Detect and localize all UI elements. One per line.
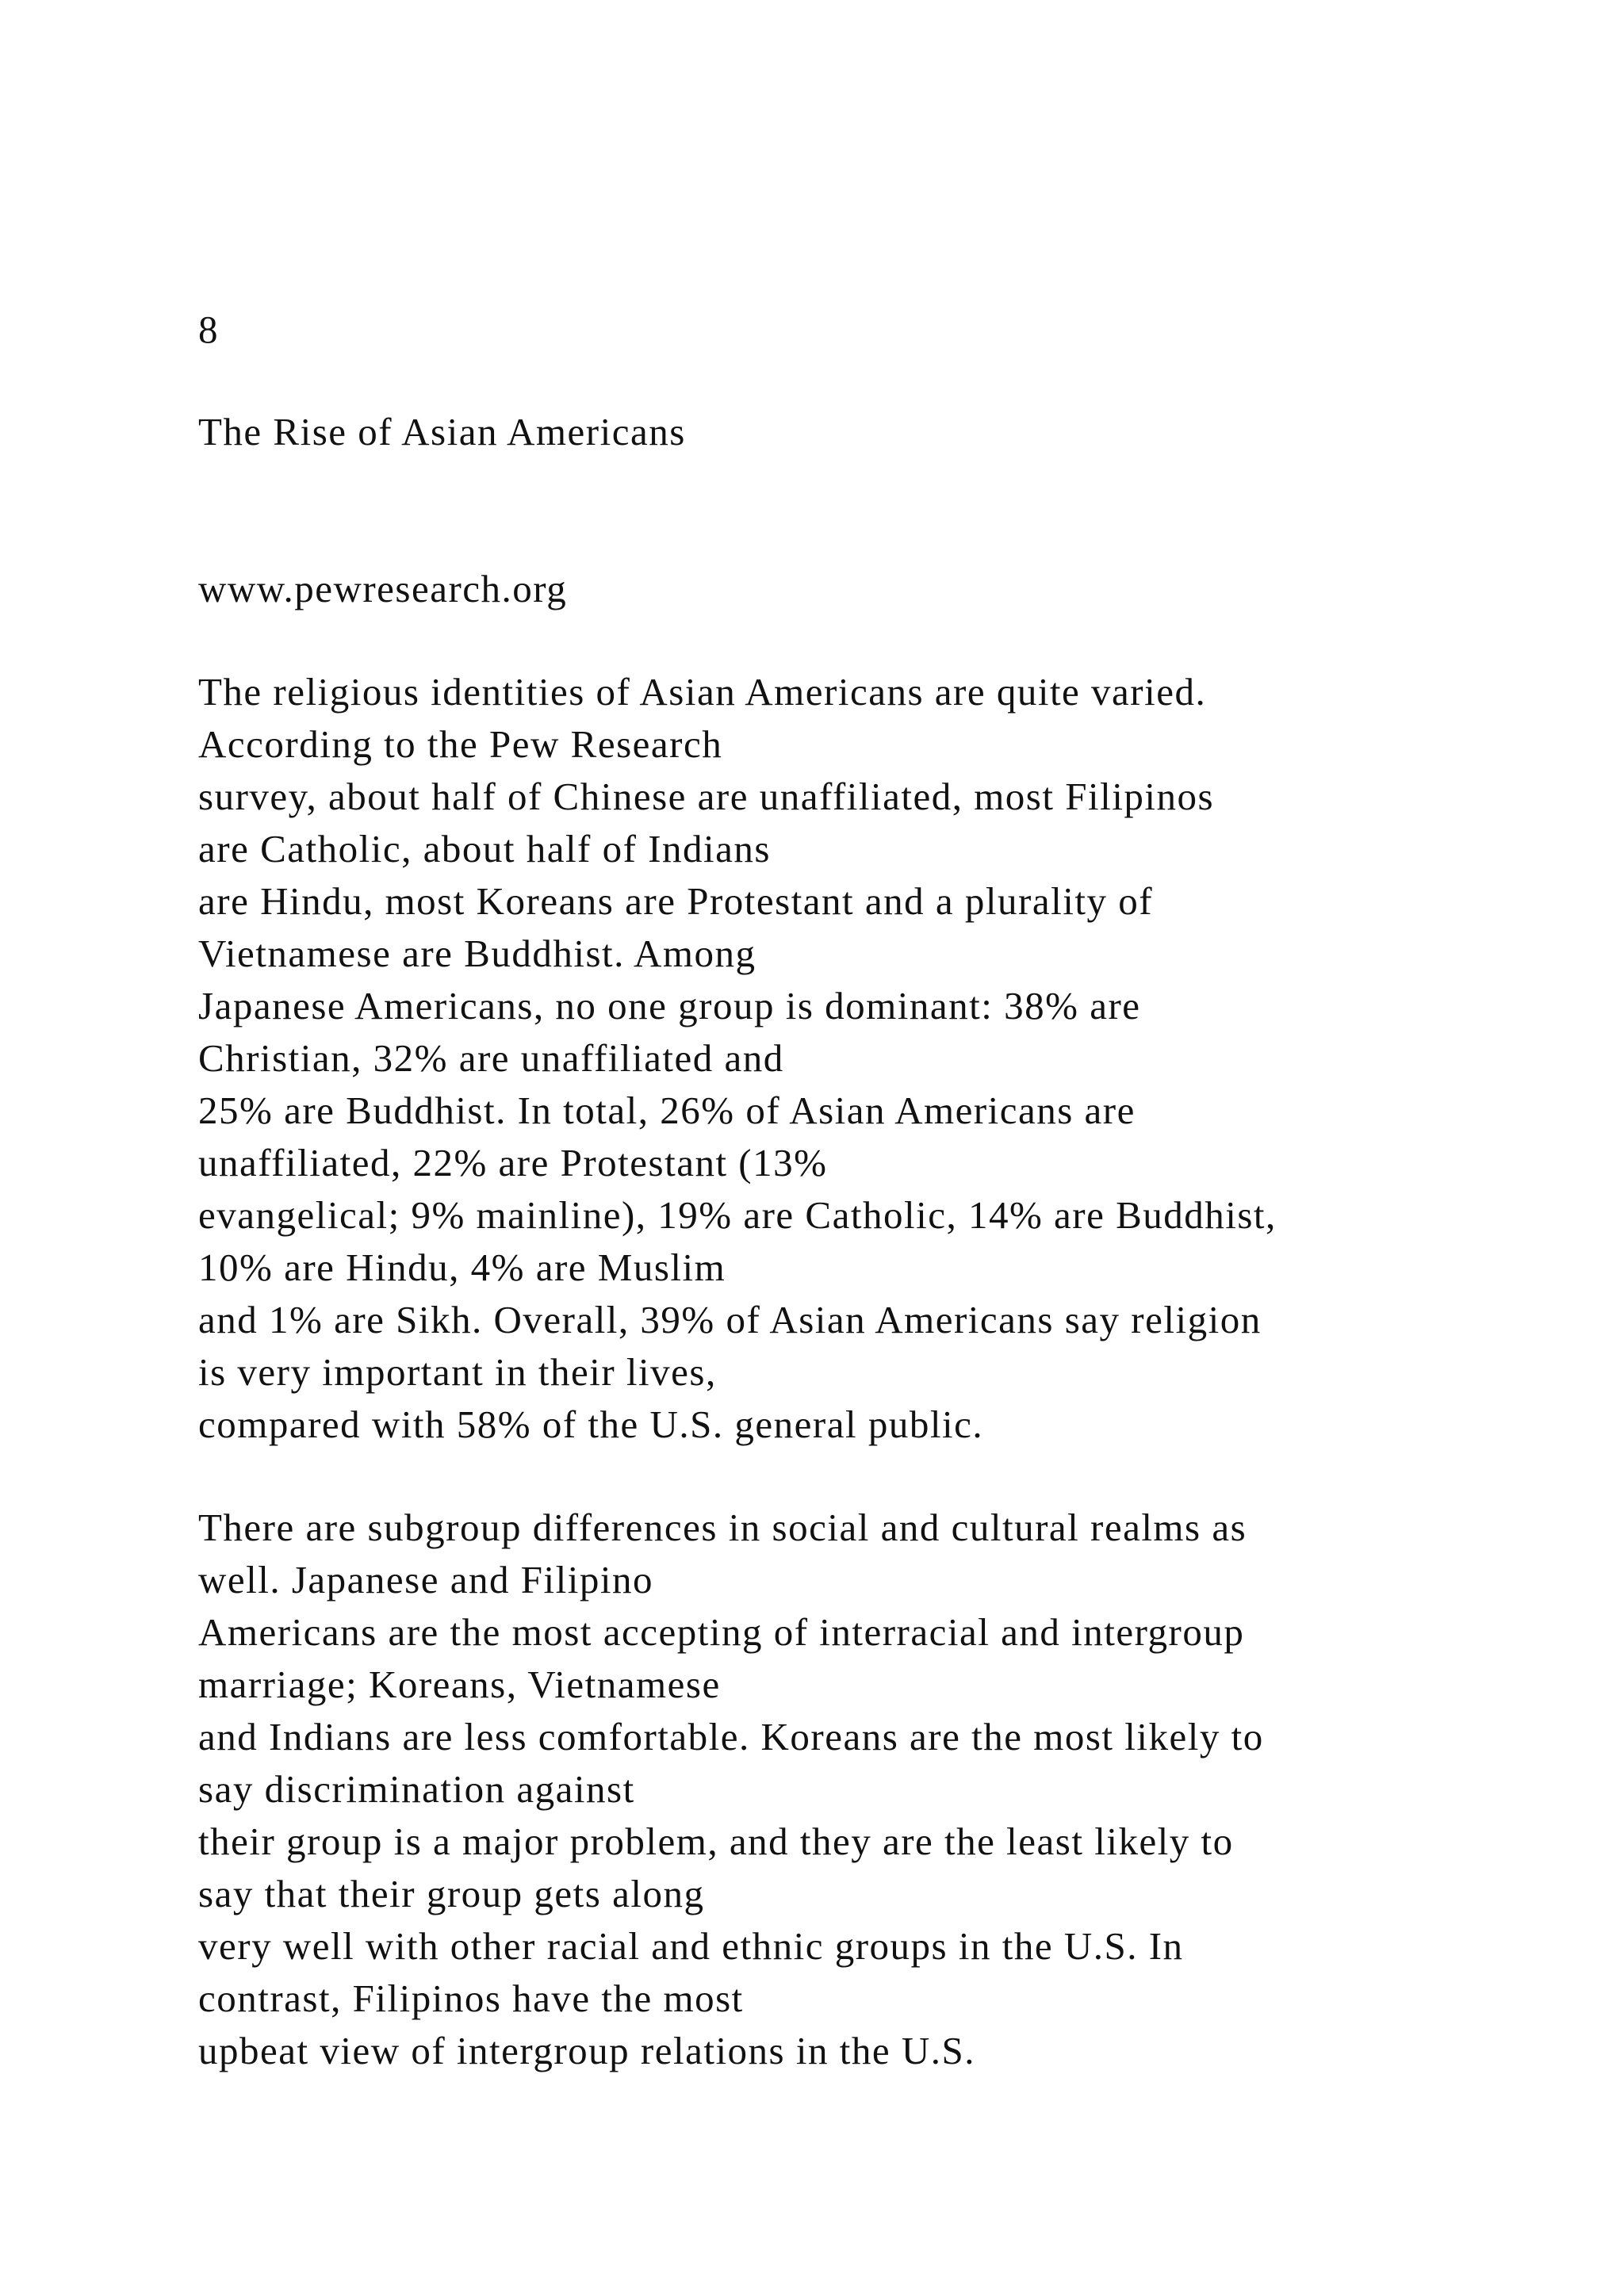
source-url: www.pewresearch.org [198,567,568,610]
text-line: say that their group gets along [198,1872,705,1915]
text-line: and Indians are less comfortable. Koreans are the most likely to [198,1715,1264,1758]
text-line: compared with 58% of the U.S. general public. [198,1402,984,1446]
text-line: and 1% are Sikh. Overall, 39% of Asian Americans say religion [198,1298,1262,1341]
text-line: 10% are Hindu, 4% are Muslim [198,1246,726,1289]
page-number: 8 [198,308,219,351]
text-line: their group is a major problem, and they are the least likely to [198,1820,1234,1863]
text-line: upbeat view of intergroup relations in the U.S. [198,2029,975,2072]
text-line: Christian, 32% are unaffiliated and [198,1036,784,1080]
text-line: According to the Pew Research [198,722,723,766]
text-line: There are subgroup differences in social and cultural realms as [198,1506,1247,1549]
text-line: very well with other racial and ethnic groups in the U.S. In [198,1924,1184,1968]
text-line: survey, about half of Chinese are unaffiliated, most Filipinos [198,775,1215,818]
text-line: 25% are Buddhist. In total, 26% of Asian Americans are [198,1089,1136,1132]
text-line: evangelical; 9% mainline), 19% are Catholic, 14% are Buddhist, [198,1193,1277,1237]
text-line: contrast, Filipinos have the most [198,1976,744,2020]
text-line: are Catholic, about half of Indians [198,827,771,871]
text-line: unaffiliated, 22% are Protestant (13% [198,1141,828,1184]
text-line: say discrimination against [198,1767,635,1811]
text-line: are Hindu, most Koreans are Protestant and a plurality of [198,879,1154,923]
text-line: is very important in their lives, [198,1350,717,1394]
text-line: Japanese Americans, no one group is dominant: 38% are [198,984,1141,1027]
page-title: The Rise of Asian Americans [198,410,686,453]
text-line: well. Japanese and Filipino [198,1558,653,1601]
text-line: The religious identities of Asian Americans are quite varied. [198,670,1207,714]
text-line: Americans are the most accepting of interracial and intergroup [198,1610,1245,1654]
text-line: Vietnamese are Buddhist. Among [198,932,756,975]
text-line: marriage; Koreans, Vietnamese [198,1663,721,1706]
